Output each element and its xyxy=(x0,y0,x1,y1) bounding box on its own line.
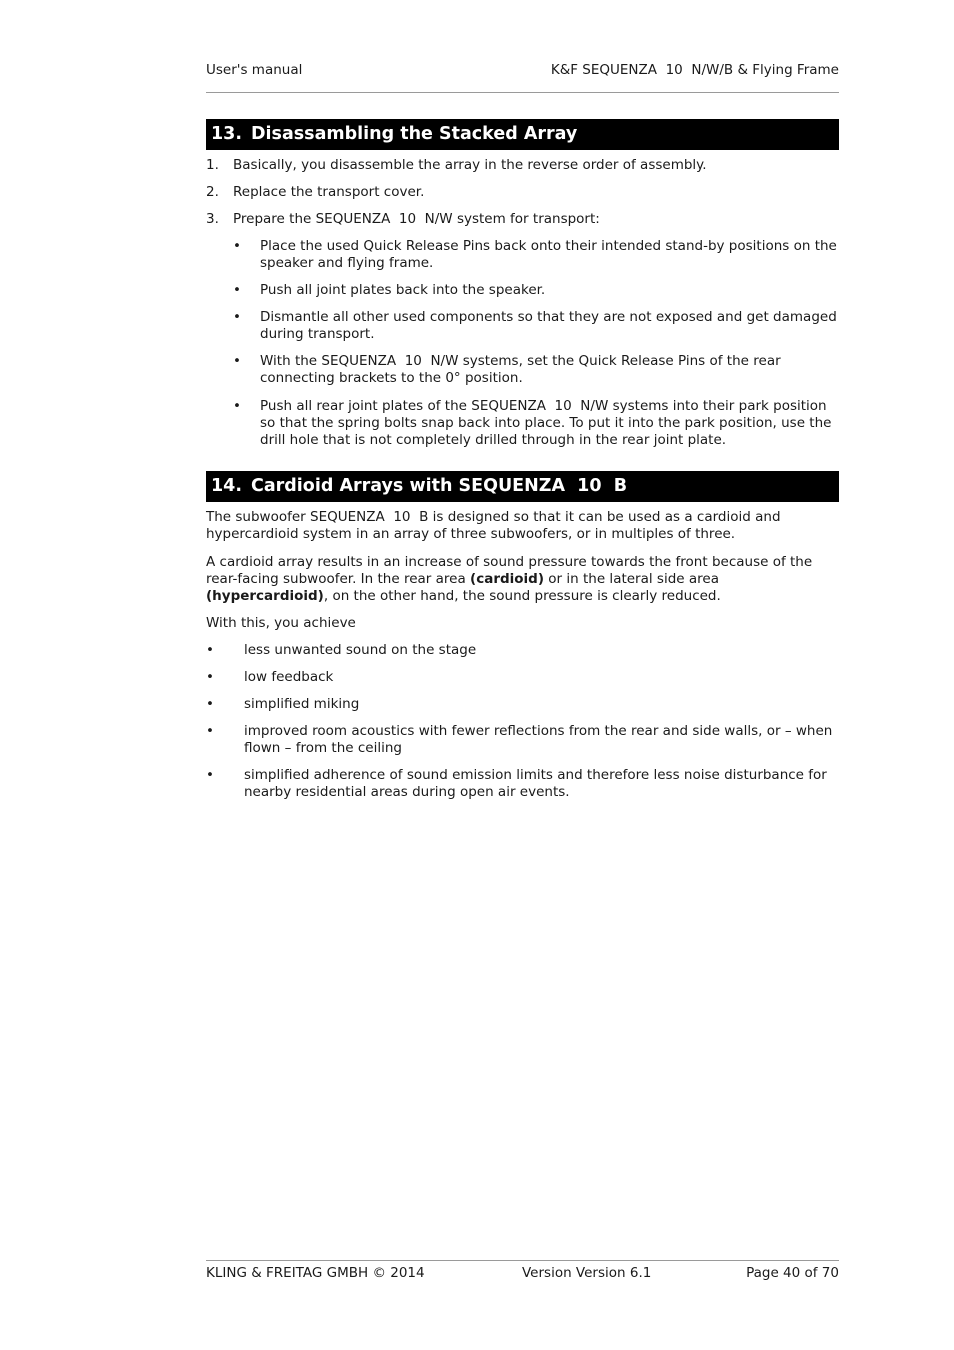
list-item xyxy=(206,642,839,659)
manual-page xyxy=(206,0,842,1350)
section-13-title: Disassambling the Stacked Array xyxy=(251,124,578,144)
list-item xyxy=(233,282,839,299)
bullet-marker: • xyxy=(233,353,241,369)
bullet-marker: • xyxy=(233,238,241,254)
paragraph-intro: The subwoofer SEQUENZA 10 B is designed so that it can be used as a cardioid and hypercardioid system in an array of three subwoofers, or in multiples of three. xyxy=(206,509,785,542)
step-number: 3. xyxy=(206,211,219,227)
step-text: Basically, you disassemble the array in the reverse order of assembly. xyxy=(233,157,707,173)
list-item xyxy=(206,723,839,757)
step-number: 2. xyxy=(206,184,219,200)
bullet-text: simplified miking xyxy=(244,696,360,712)
footer-divider xyxy=(206,1260,839,1261)
bullet-marker: • xyxy=(233,398,241,414)
bullet-text: improved room acoustics with fewer reflections from the rear and side walls, or – when flown – from the ceiling xyxy=(244,723,837,756)
list-item xyxy=(206,211,839,228)
bullet-marker: • xyxy=(206,642,214,658)
list-item xyxy=(206,696,839,713)
list-item xyxy=(206,157,839,174)
bullet-text: less unwanted sound on the stage xyxy=(244,642,477,658)
paragraph-cardioid-effect xyxy=(206,554,839,605)
term-cardioid: (cardioid) xyxy=(470,571,544,587)
section-13-number: 13. xyxy=(211,124,243,144)
bullet-text: Push all joint plates back into the speaker. xyxy=(260,282,546,298)
section-13-heading xyxy=(206,119,839,150)
list-item xyxy=(233,398,839,449)
bullet-marker: • xyxy=(206,696,214,712)
bullet-marker: • xyxy=(206,669,214,685)
running-header xyxy=(206,61,839,81)
bullet-marker: • xyxy=(206,723,214,739)
header-doc-type: User's manual xyxy=(206,62,303,78)
bullet-text: low feedback xyxy=(244,669,334,685)
list-item xyxy=(206,669,839,686)
bullet-text: Push all rear joint plates of the SEQUENZA 10 N/W systems into their park position so that the spring bolts snap back into place. To put it into the park position, use the drill hole that is not completely drilled through in the rear joint plate. xyxy=(260,398,836,448)
footer-page-number: Page 40 of 70 xyxy=(746,1265,839,1281)
bullet-marker: • xyxy=(206,767,214,783)
bullet-text: Place the used Quick Release Pins back onto their intended stand-by positions on the speaker and flying frame. xyxy=(260,238,842,271)
paragraph-text: , on the other hand, the sound pressure is clearly reduced. xyxy=(323,588,721,604)
term-hypercardioid: (hypercardioid) xyxy=(206,588,324,604)
paragraph-text: A cardioid array results in an increase of sound pressure towards the front because of the rear-facing subwoofer. In the rear area xyxy=(206,554,817,587)
bullet-text: Dismantle all other used components so that they are not exposed and get damaged during transport. xyxy=(260,309,842,342)
header-divider xyxy=(206,92,839,93)
section-14-heading xyxy=(206,471,839,502)
footer-version: Version Version 6.1 xyxy=(522,1265,652,1281)
running-footer xyxy=(206,1264,839,1284)
step-text: Replace the transport cover. xyxy=(233,184,425,200)
section-14-number: 14. xyxy=(211,476,243,496)
list-item xyxy=(233,238,842,272)
paragraph-achieve: With this, you achieve xyxy=(206,615,356,631)
step-number: 1. xyxy=(206,157,219,173)
bullet-text: With the SEQUENZA 10 N/W systems, set the Quick Release Pins of the rear connecting brackets to the 0° position. xyxy=(260,353,785,386)
step-text: Prepare the SEQUENZA 10 N/W system for transport: xyxy=(233,211,600,227)
bullet-marker: • xyxy=(233,309,241,325)
list-item xyxy=(233,309,842,343)
section-14-title: Cardioid Arrays with SEQUENZA 10 B xyxy=(251,476,628,496)
list-item xyxy=(206,767,839,801)
bullet-marker: • xyxy=(233,282,241,298)
header-product-name: K&F SEQUENZA 10 N/W/B & Flying Frame xyxy=(550,62,839,78)
paragraph-text: or in the lateral side area xyxy=(544,571,724,587)
bullet-text: simplified adherence of sound emission limits and therefore less noise disturbance for nearby residential areas during open air events. xyxy=(244,767,832,800)
footer-copyright: KLING & FREITAG GMBH © 2014 xyxy=(206,1265,425,1281)
list-item xyxy=(206,184,839,201)
list-item xyxy=(233,353,839,387)
